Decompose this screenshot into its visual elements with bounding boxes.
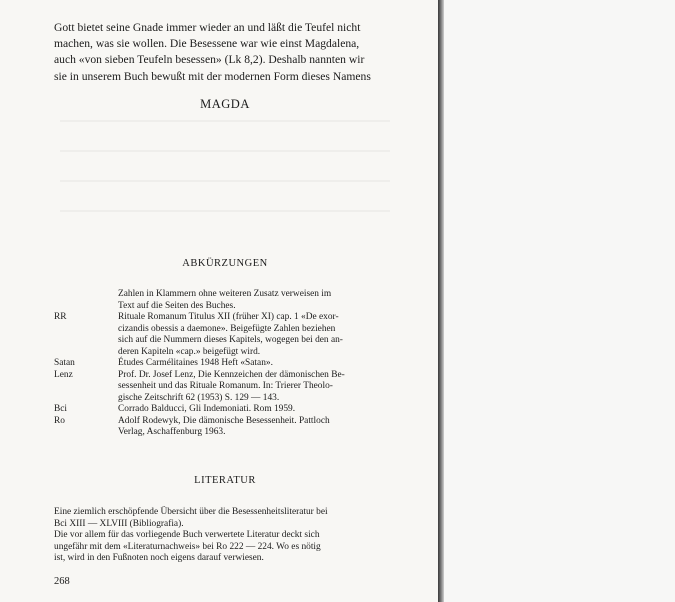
abbreviations-heading: ABKÜRZUNGEN [182,258,268,269]
note-line: Zahlen in Klammern ohne weiteren Zusatz verweisen im [118,289,332,299]
abbreviation-key: Lenz [54,369,73,380]
abbreviation-key: RR [54,312,67,322]
abbreviation-entry [54,358,398,370]
abbreviation-entry [54,312,398,358]
abbreviation-line: sessenheit und das Rituale Romanum. In: Trierer Theolo- [118,381,333,391]
abbreviation-line: Verlag, Aschaffenburg 1963. [118,427,226,437]
abbreviation-line: gische Zeitschrift 62 (1953) S. 129 — 143. [118,392,280,403]
page-number: 268 [54,576,70,587]
intro-line: auch «von sieben Teufeln besessen» (Lk 8,2). Deshalb nannten wir [54,53,365,67]
literature-line: Bci XIII — XLVIII (Bibliografia). [54,518,184,529]
literature-line: ist, wird in den Fußnoten noch eigens darauf verwiesen. [54,553,264,563]
intro-line: Gott bietet seine Gnade immer wieder an und läßt die Teufel nicht [54,21,361,34]
abbreviation-key: Ro [54,415,65,426]
bleed-through-line [60,180,390,182]
bleed-through-line [60,210,390,212]
abbreviation-key: Satan [54,358,75,368]
abbreviation-entry [54,416,398,439]
literature-heading: LITERATUR [194,475,256,486]
abbreviation-line: sich auf die Nummern dieses Kapitels, wogegen bei den an- [118,335,343,345]
bleed-through-line [60,120,390,122]
literature-line: Die vor allem für das vorliegende Buch verwertete Literatur deckt sich [54,530,320,540]
name-heading: MAGDA [200,97,250,111]
abbreviation-key: Bci [54,404,68,414]
abbreviation-entry [54,370,398,405]
abbreviation-line: Corrado Balducci, Gli Indemoniati. Rom 1959. [118,404,296,414]
literature-line: Eine ziemlich erschöpfende Übersicht über die Besessenheitsliteratur bei [54,507,328,517]
abbreviation-line: deren Kapiteln «cap.» beigefügt wird. [118,346,261,357]
intro-line: sie in unserem Buch bewußt mit der modernen Form dieses Namens [54,69,371,83]
literature-line: ungefähr mit dem «Literaturnachweis» bei Ro 222 — 224. Wo es nötig [54,541,321,552]
abbreviation-line: Adolf Rodewyk, Die dämonische Besessenheit. Pattloch [118,415,330,426]
bleed-through-line [60,150,390,152]
abbreviations-note [54,289,398,312]
note-line: Text auf die Seiten des Buches. [118,300,236,311]
intro-paragraph [54,20,396,85]
abbreviations-list [54,289,398,439]
intro-line: machen, was sie wollen. Die Besessene war wie einst Magdalena, [54,37,360,51]
abbreviation-entry [54,404,398,416]
blank-facing-page [444,0,675,602]
abbreviation-line: Études Carmélitaines 1948 Heft «Satan». [118,358,273,368]
abbreviation-line: cizandis obessis a daemone». Beigefügte Zahlen beziehen [118,323,336,334]
abbreviation-line: Prof. Dr. Josef Lenz, Die Kennzeichen der dämonischen Be- [118,369,345,380]
abbreviation-line: Rituale Romanum Titulus XII (früher XI) cap. 1 «De exor- [118,312,339,322]
literature-paragraph [54,507,398,565]
